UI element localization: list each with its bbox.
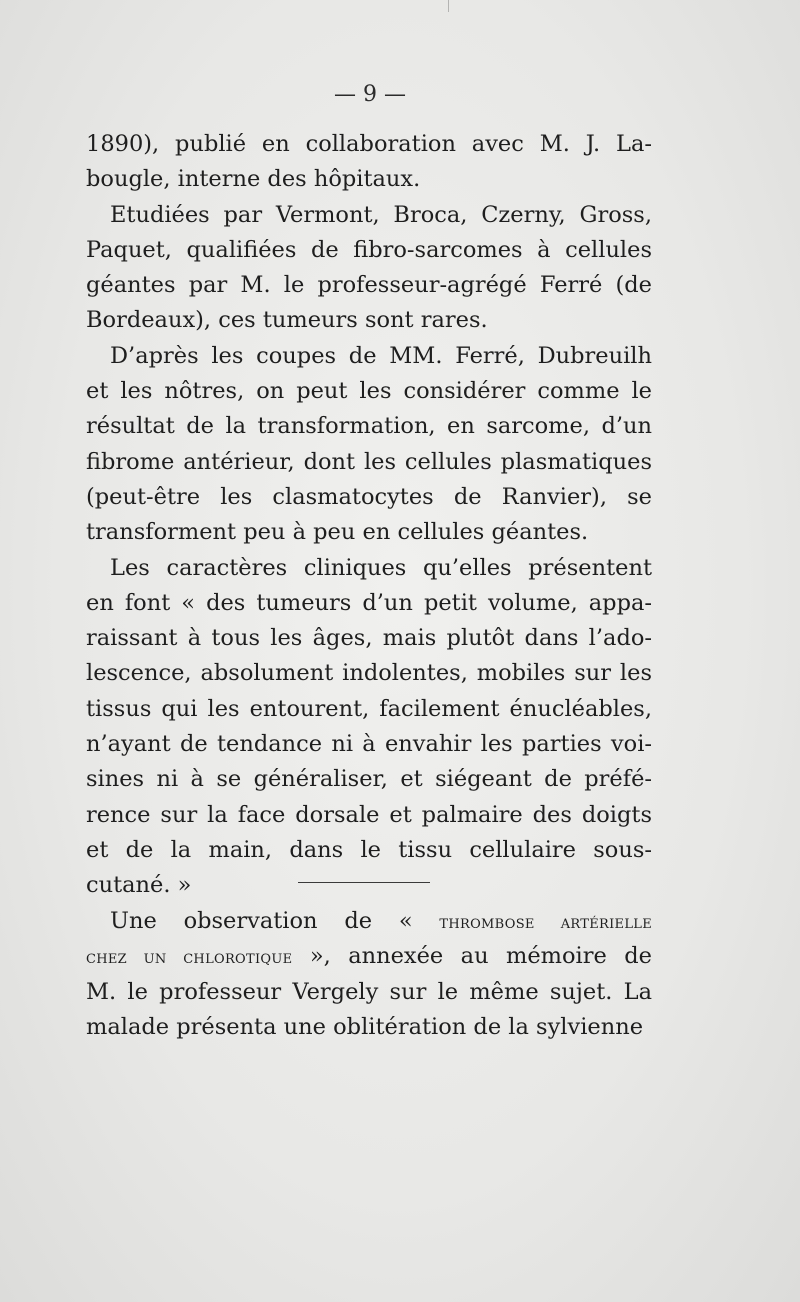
text-line: et de la main, dans le tissu cellulaire sous- [86, 836, 652, 863]
text-line: Paquet, qualifiées de fibro-sarcomes à cellules [86, 236, 652, 263]
text-line: et les nôtres, on peut les considérer comme le [86, 378, 652, 405]
main-text [86, 127, 652, 904]
text-line: résultat de la transformation, en sarcome, d’un [86, 413, 652, 440]
small-caps-run: chez un chlorotique [86, 946, 293, 969]
text-line: tissus qui les entourent, facilement énucléables, [86, 695, 652, 722]
text-line: Bordeaux), ces tumeurs sont rares. [86, 307, 488, 334]
text-line: n’ayant de tendance ni à envahir les parties voi- [86, 731, 652, 758]
text-line: bougle, interne des hôpitaux. [86, 166, 421, 193]
second-section-text [86, 904, 652, 1045]
text-line: Etudiées par Vermont, Broca, Czerny, Gross, [110, 201, 652, 228]
text-line: géantes par M. le professeur-agrégé Ferré (de [86, 272, 652, 299]
text-line: D’après les coupes de MM. Ferré, Dubreuilh [110, 342, 652, 369]
text-line: fibrome antérieur, dont les cellules plasmatiques [86, 448, 652, 475]
text-line: (peut-être les clasmatocytes de Ranvier), se [86, 483, 652, 510]
text-line: Les caractères cliniques qu’elles présentent [110, 554, 652, 581]
text-run: », annexée au mémoire de [292, 943, 652, 970]
text-line: lescence, absolument indolentes, mobiles sur les [86, 660, 652, 687]
page-number: — 9 — [334, 82, 406, 107]
text-run: Une observation de « [110, 908, 440, 934]
section-separator [298, 882, 430, 883]
text-line: rence sur la face dorsale et palmaire des doigts [86, 801, 652, 828]
text-line: malade présenta une oblitération de la sylvienne [86, 1013, 644, 1040]
text-line: M. le professeur Vergely sur le même sujet. La [86, 978, 652, 1005]
small-caps-run: thrombose artérielle [439, 911, 652, 933]
text-line [86, 904, 652, 939]
text-line: en font « des tumeurs d’un petit volume, appa- [86, 589, 652, 616]
text-line: transforment peu à peu en cellules géantes. [86, 519, 589, 546]
paper-mark [448, 0, 449, 12]
text-line: 1890), publié en collaboration avec M. J. La- [86, 131, 652, 157]
text-line [86, 939, 652, 974]
text-line: raissant à tous les âges, mais plutôt dans l’ado- [86, 625, 652, 652]
text-line: cutané. » [86, 872, 192, 899]
text-line: sines ni à se généraliser, et siégeant de préfé- [86, 766, 652, 793]
